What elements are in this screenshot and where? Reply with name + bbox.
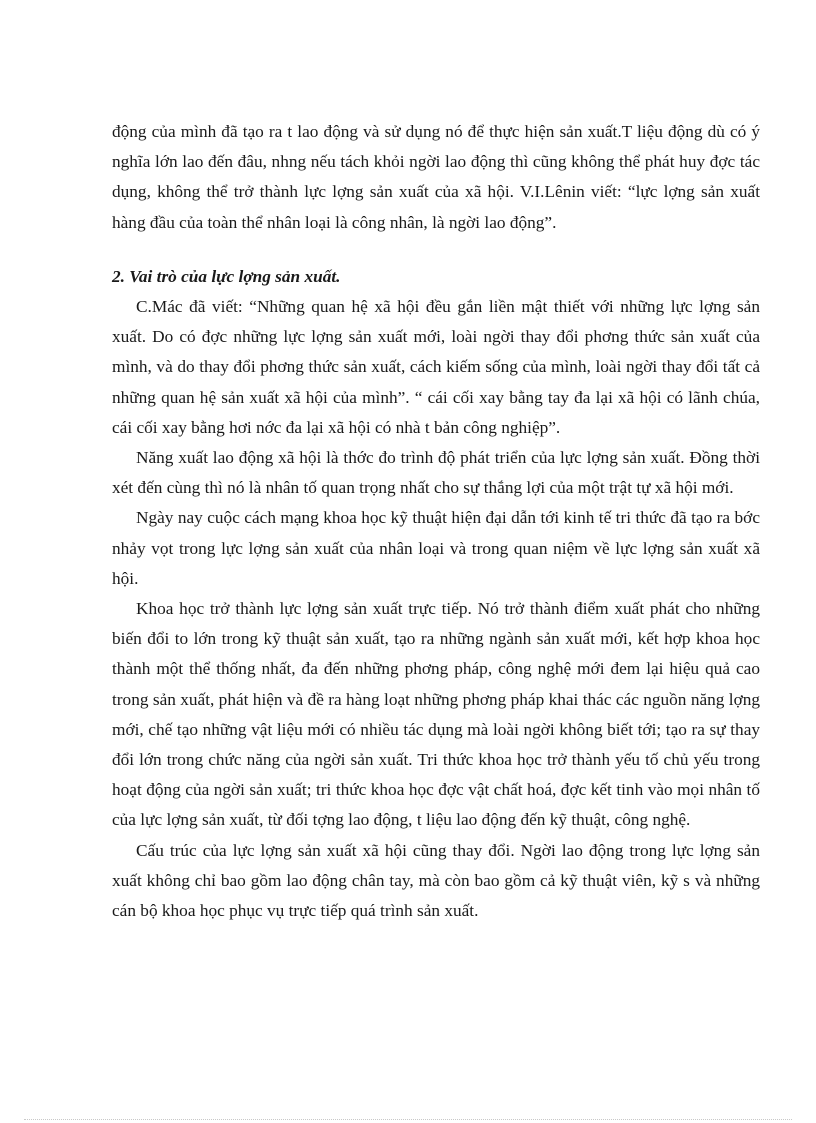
document-page — [112, 117, 760, 926]
paragraph-1: động của mình đã tạo ra t lao động và sử dụng nó để thực hiện sản xuất.T liệu động dù có ý nghĩa lớn lao đến đâu, nhng nếu tách khỏi ngời lao động thì cũng không thể phát huy đợc tác dụng, không thể trở thành lực lợng sản xuất của xã hội. V.I.Lênin viết: “lực lợng sản xuất hàng đầu của toàn thể nhân loại là công nhân, là ngời lao động”. — [112, 122, 760, 232]
footer-divider — [24, 1119, 792, 1120]
paragraph-2: C.Mác đã viết: “Những quan hệ xã hội đều gắn liền mật thiết với những lực lợng sản xuất. Do có đợc những lực lợng sản xuất mới, loài ngời thay đổi phơng thức sản xuất của mình, và do thay đổi phơng thức sản xuất, cách kiếm sống của mình, loài ngời thay đổi tất cả những quan hệ sản xuất xã hội của mình”. “ cái cối xay bằng tay đa lại xã hội có lãnh chúa, cái cối xay bằng hơi nớc đa lại xã hội có nhà t bản công nghiệp”. — [112, 297, 760, 437]
paragraph-6: Cấu trúc của lực lợng sản xuất xã hội cũng thay đổi. Ngời lao động trong lực lợng sản xuất không chỉ bao gồm lao động chân tay, mà còn bao gồm cả kỹ thuật viên, kỹ s và những cán bộ khoa học phục vụ trực tiếp quá trình sản xuất. — [112, 840, 760, 921]
paragraph-3: Năng xuất lao động xã hội là thớc đo trình độ phát triển của lực lợng sản xuất. Đồng thời xét đến cùng thì nó là nhân tố quan trọng nhất cho sự thắng lợi của một trật tự xã hội mới. — [112, 448, 760, 498]
paragraph-5: Khoa học trở thành lực lợng sản xuất trực tiếp. Nó trở thành điểm xuất phát cho những biến đổi to lớn trong kỹ thuật sản xuất, tạo ra những ngành sản xuất mới, kết hợp khoa học thành một thể thống nhất, đa đến những phơng pháp, công nghệ mới đem lại hiệu quả cao trong sản xuất, phát hiện và đề ra hàng loạt những phơng pháp khai thác các nguồn năng lợng mới, chế tạo những vật liệu mới có nhiều tác dụng mà loài ngời không biết tới; tạo ra sự thay đổi lớn trong chức năng của ngời sản xuất. Tri thức khoa học trở thành yếu tố chủ yếu trong hoạt động của ngời sản xuất; tri thức khoa học đợc vật chất hoá, đợc kết tinh vào mọi nhân tố của lực lợng sản xuất, từ đối tợng lao động, t liệu lao động đến kỹ thuật, công nghệ. — [112, 599, 760, 830]
section-heading: 2. Vai trò của lực lợng sản xuất. — [112, 266, 341, 286]
paragraph-4: Ngày nay cuộc cách mạng khoa học kỹ thuật hiện đại dẫn tới kinh tế tri thức đã tạo ra bớc nhảy vọt trong lực lợng sản xuất của nhân loại và trong quan niệm về lực lợng sản xuất xã hội. — [112, 508, 760, 588]
